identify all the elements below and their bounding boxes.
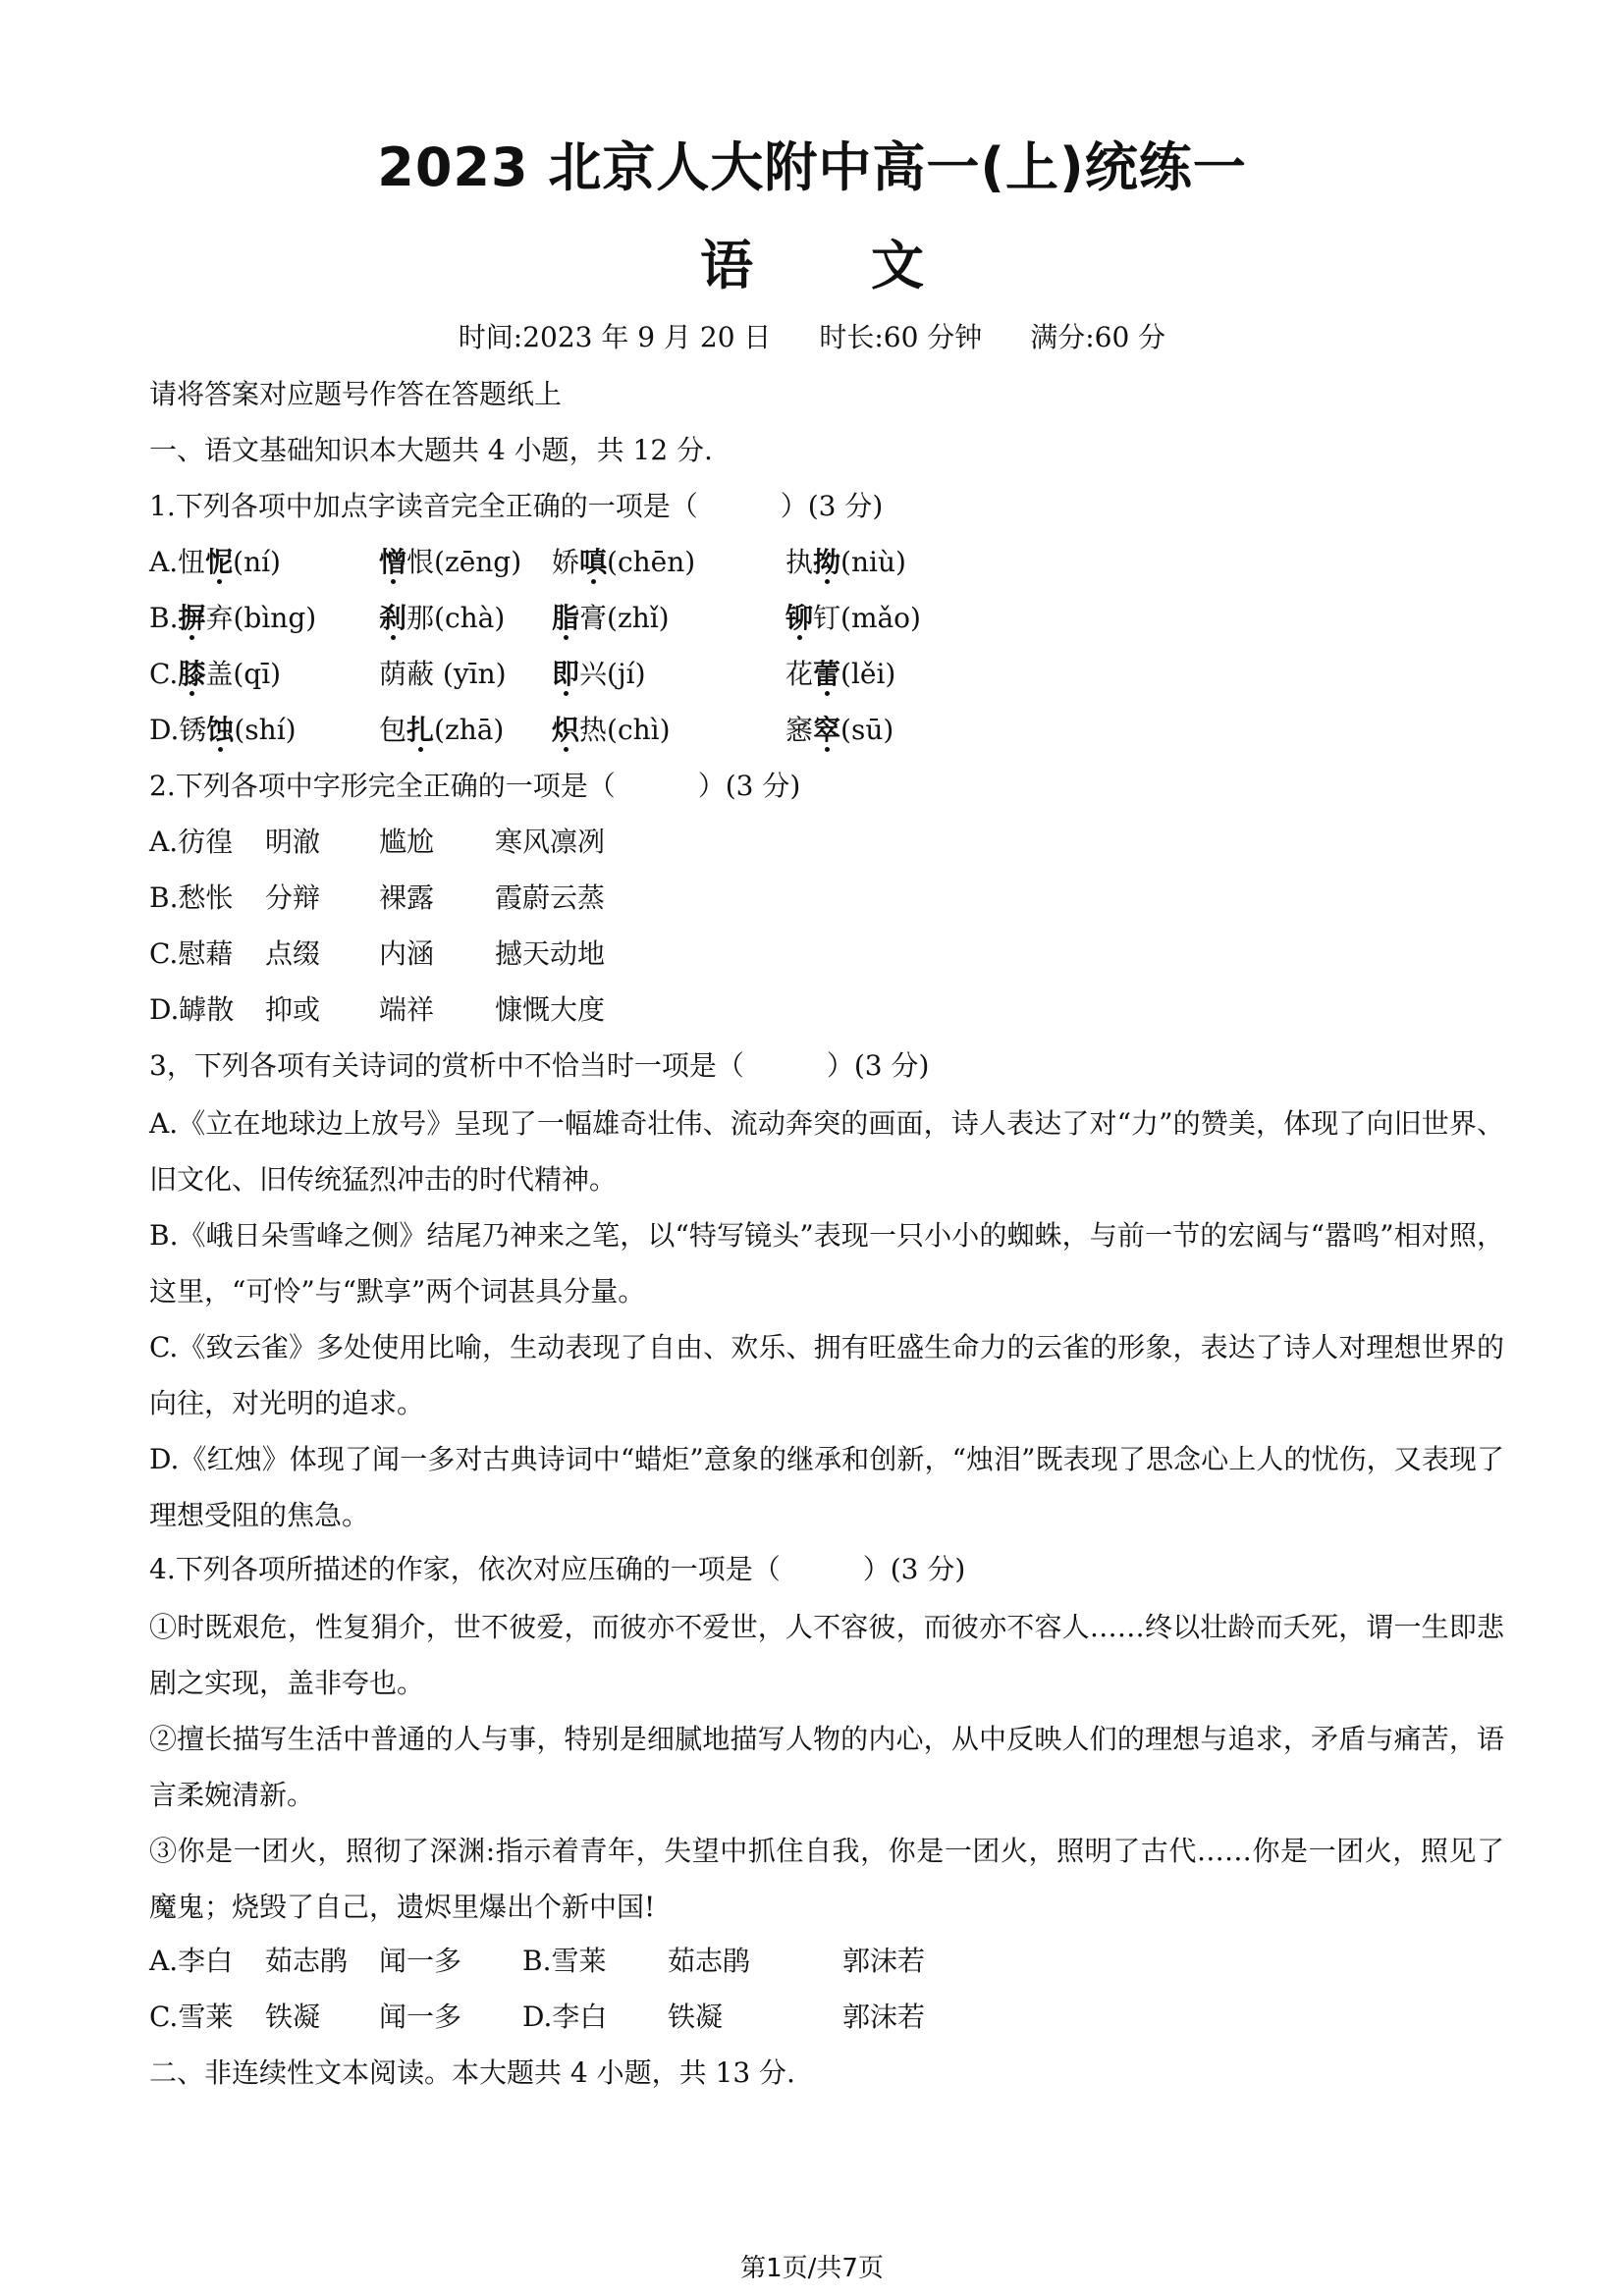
q2-a-4: 寒风凛冽: [495, 826, 606, 858]
q4-passage-1: ①时既艰危，性复狷介，世不彼爱，而彼亦不爱世，人不容彼，而彼亦不容人……终以壮龄而夭死，谓一生即悲剧之实现，盖非夸也。: [149, 1611, 1504, 1699]
q2-d-3: 端祥: [379, 993, 435, 1026]
q1-b-4: 铆钉(mǎo): [785, 602, 921, 634]
q4-opt-d-1: D.李白: [522, 2001, 608, 2033]
q3-option-d: D.《红烛》体现了闻一多对古典诗词中“蜡炬”意象的继承和创新，“烛泪”既表现了思念心上人的忧伤，又表现了理想受阻的焦急。: [149, 1443, 1504, 1531]
q1-b-2: 刹那(chà): [379, 602, 506, 634]
q4-opt-d-3: 郭沫若: [842, 2001, 926, 2033]
q2-b-2: 分辩: [265, 881, 321, 914]
q3-option-b: B.《峨日朵雪峰之侧》结尾乃神来之笔，以“特写镜头”表现一只小小的蜘蛛，与前一节的宏阔与“嚣鸣”相对照，这里，“可怜”与“默享”两个词甚具分量。: [149, 1219, 1504, 1308]
q1-stem: 1.下列各项中加点字读音完全正确的一项是（ ）(3 分): [149, 490, 884, 522]
q4-opt-a-1: A.李白: [149, 1945, 234, 1977]
q1-c-2: 荫蔽 (yīn): [379, 658, 507, 690]
q4-opt-b-3: 郭沫若: [842, 1945, 926, 1977]
q1-b-1: B.摒弃(bìng): [149, 602, 317, 634]
q2-a-2: 明澈: [265, 826, 321, 858]
q2-b-3: 裸露: [379, 881, 435, 914]
q1-d-3: 炽热(chì): [552, 714, 671, 746]
subject-char-2: 文: [871, 235, 924, 296]
q2-c-3: 内涵: [379, 937, 435, 970]
q2-c-2: 点缀: [265, 937, 321, 970]
q4-opt-c-2: 铁凝: [265, 2001, 321, 2033]
q3-option-a: A.《立在地球边上放号》呈现了一幅雄奇壮伟、流动奔突的画面，诗人表达了对“力”的赞美，体现了向旧世界、旧文化、旧传统猛烈冲击的时代精神。: [149, 1107, 1504, 1196]
q4-stem: 4.下列各项所描述的作家，依次对应压确的一项是（ ）(3 分): [149, 1553, 966, 1585]
exam-score: 满分:60 分: [1030, 321, 1166, 353]
q4-passage-3: ③你是一团火，照彻了深渊:指示着青年，失望中抓住自我，你是一团火，照明了古代……你是一团火，照见了魔鬼；烧毁了自己，遗烬里爆出个新中国!: [149, 1835, 1504, 1923]
subject-title: [0, 224, 1624, 299]
q1-d-1: D.锈蚀(shí): [149, 714, 297, 746]
q2-stem: 2.下列各项中字形完全正确的一项是（ ）(3 分): [149, 770, 801, 802]
q1-b-3: 脂膏(zhǐ): [552, 602, 670, 634]
q1-a-1: A.忸怩(ní): [149, 546, 281, 578]
page-number: 第1页/共7页: [740, 2254, 884, 2283]
section-1-heading: 一、语文基础知识本大题共 4 小题，共 12 分.: [149, 434, 713, 466]
q4-opt-c-3: 闻一多: [379, 2001, 462, 2033]
exam-meta: [0, 316, 1624, 355]
instruction: 请将答案对应题号作答在答题纸上: [149, 378, 563, 410]
exam-time: 时间:2023 年 9 月 20 日: [458, 321, 772, 353]
q1-c-3: 即兴(jí): [552, 658, 646, 690]
section-2-heading: 二、非连续性文本阅读。本大题共 4 小题，共 13 分.: [149, 2056, 795, 2089]
q2-a-1: A.彷徨: [149, 826, 234, 858]
q1-a-2: 憎恨(zēng): [379, 546, 522, 578]
q1-d-2: 包扎(zhā): [379, 714, 505, 746]
q2-d-4: 慷慨大度: [495, 993, 606, 1026]
q1-c-1: C.膝盖(qī): [149, 658, 282, 690]
q2-c-1: C.慰藉: [149, 937, 234, 970]
q2-a-3: 尴尬: [379, 826, 435, 858]
q1-a-4: 执拗(niù): [785, 546, 906, 578]
q2-b-4: 霞蔚云蒸: [495, 881, 606, 914]
q3-stem: 3，下列各项有关诗词的赏析中不恰当时一项是（ ）(3 分): [149, 1049, 930, 1082]
q2-d-2: 抑或: [265, 993, 321, 1026]
q4-opt-c-1: C.雪莱: [149, 2001, 234, 2033]
q2-c-4: 撼天动地: [495, 937, 606, 970]
q4-opt-d-2: 铁凝: [668, 2001, 724, 2033]
q3-option-c: C.《致云雀》多处使用比喻，生动表现了自由、欢乐、拥有旺盛生命力的云雀的形象，表达了诗人对理想世界的向往，对光明的追求。: [149, 1331, 1504, 1419]
q2-d-1: D.罅散: [149, 993, 235, 1026]
page-title: 2023 北京人大附中高一(上)统练一: [377, 136, 1247, 198]
q4-passage-2: ②擅长描写生活中普通的人与事，特别是细腻地描写人物的内心，从中反映人们的理想与追求，矛盾与痛苦，语言柔婉清新。: [149, 1723, 1504, 1811]
q4-opt-b-1: B.雪莱: [522, 1945, 607, 1977]
q2-b-1: B.愁怅: [149, 881, 234, 914]
q1-c-4: 花蕾(lěi): [785, 658, 896, 690]
q1-d-4: 窸窣(sū): [785, 714, 894, 746]
exam-duration: 时长:60 分钟: [819, 321, 983, 353]
q1-a-3: 娇嗔(chēn): [552, 546, 696, 578]
q4-opt-a-2: 茹志鹃: [265, 1945, 349, 1977]
q4-opt-b-2: 茹志鹃: [668, 1945, 751, 1977]
q4-opt-a-3: 闻一多: [379, 1945, 462, 1977]
subject-char-1: 语: [700, 235, 753, 296]
